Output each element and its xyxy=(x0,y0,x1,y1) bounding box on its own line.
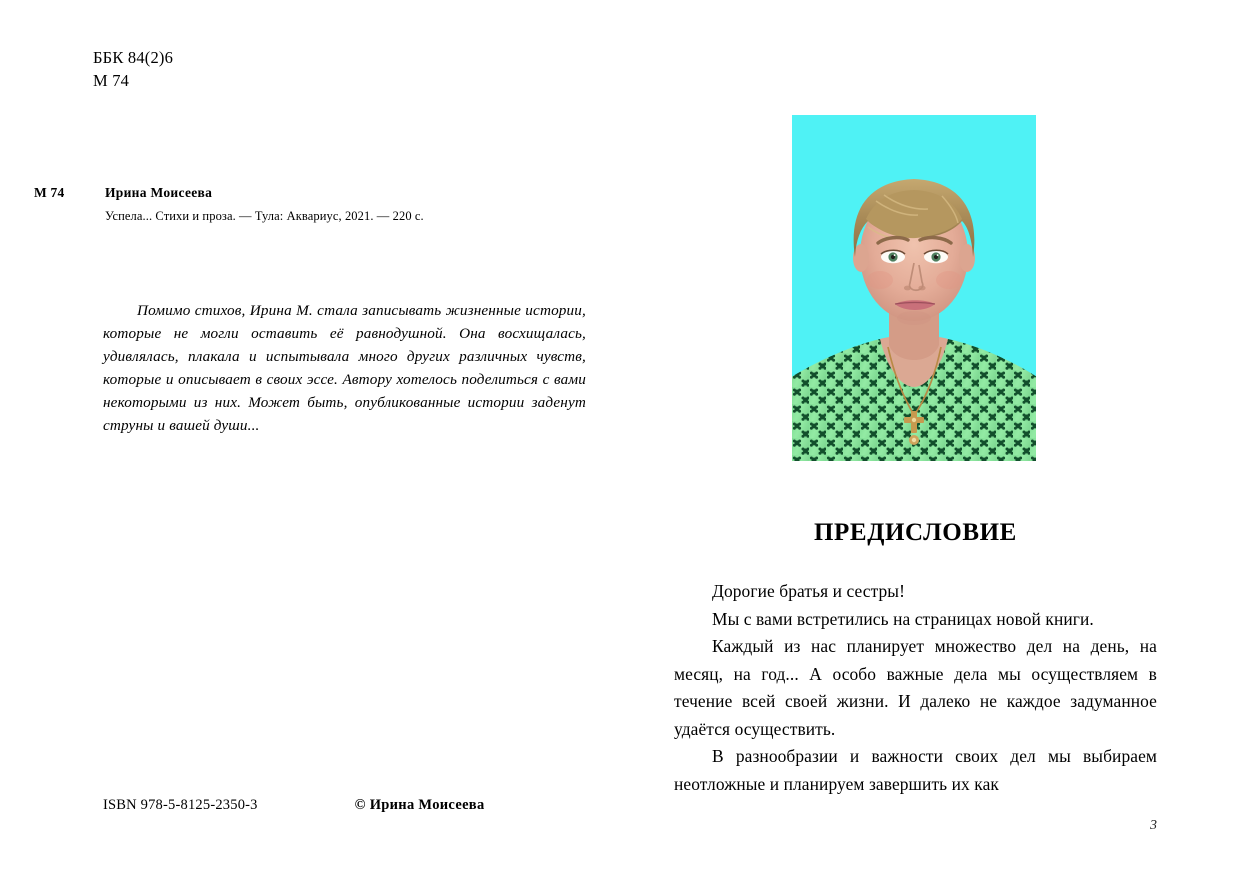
biblio-description: Успела... Стихи и проза. — Тула: Аквариус, 2021. — 220 с. xyxy=(105,208,424,223)
portrait-illustration xyxy=(792,115,1036,461)
author-code: М 74 xyxy=(93,71,130,91)
copyright-holder: © Ирина Моисеева xyxy=(354,797,485,813)
author-portrait-photo xyxy=(792,115,1036,461)
page-number: 3 xyxy=(1150,818,1157,833)
copyright-footer xyxy=(103,797,586,814)
preface-paragraph-1: Дорогие братья и сестры! xyxy=(712,581,905,601)
biblio-code: М 74 xyxy=(34,185,65,200)
bibliographic-entry xyxy=(34,184,594,226)
preface-body xyxy=(674,578,1157,798)
preface-paragraph-3: Каждый из нас планирует множество дел на день, на месяц, на год... А особо важные дела мы осуществляем в течение всей своей жизни. И далеко не каждое задуманное удаётся осуществить. xyxy=(674,636,1157,739)
biblio-body xyxy=(105,184,594,226)
isbn-text: ISBN 978-5-8125-2350-3 xyxy=(103,797,258,813)
right-page-preface xyxy=(630,0,1260,882)
preface-heading: ПРЕДИСЛОВИЕ xyxy=(814,519,1017,546)
preface-paragraph-4: В разнообразии и важности своих дел мы выбираем неотложные и планируем завершить их как xyxy=(674,746,1157,794)
biblio-row xyxy=(34,184,594,226)
bbk-code: ББК 84(2)6 xyxy=(93,48,174,67)
classification-block xyxy=(93,46,173,93)
annotation-paragraph: Помимо стихов, Ирина М. стала записывать жизненные истории, которые не могли оставить её равнодушной. Она восхищалась, удивлялась, плакала и испытывала много других различных чувств, которые и описывает в своих эссе. Автору хотелось поделиться с вами некоторыми из них. Может быть, опубликованные истории заденут струны и вашей души... xyxy=(103,302,586,435)
preface-paragraph-2: Мы с вами встретились на страницах новой книги. xyxy=(712,608,1094,629)
biblio-author-name: Ирина Моисеева xyxy=(105,185,213,200)
